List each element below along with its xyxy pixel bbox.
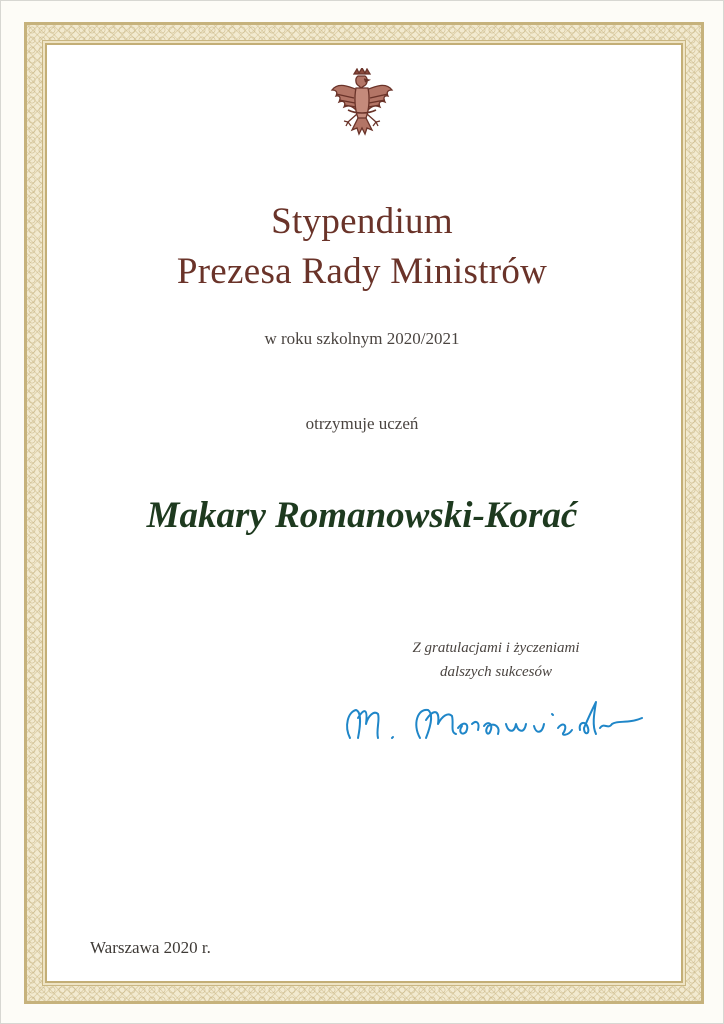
handwritten-signature: [338, 694, 650, 754]
greeting-line-2: dalszych sukcesów: [439, 664, 553, 680]
place-and-date: Warszawa 2020 r.: [90, 938, 211, 957]
receives-text: otrzymuje uczeń: [305, 414, 419, 433]
certificate-title-line-2: Prezesa Rady Ministrów: [176, 251, 548, 292]
greeting-line-1: Z gratulacjami i życzeniami: [412, 640, 580, 656]
school-year-text: w roku szkolnym 2020/2021: [264, 329, 460, 348]
eagle-emblem-icon: [328, 68, 396, 146]
recipient-name: Makary Romanowski-Korać: [146, 495, 578, 536]
certificate-title-line-1: Stypendium: [271, 201, 453, 242]
